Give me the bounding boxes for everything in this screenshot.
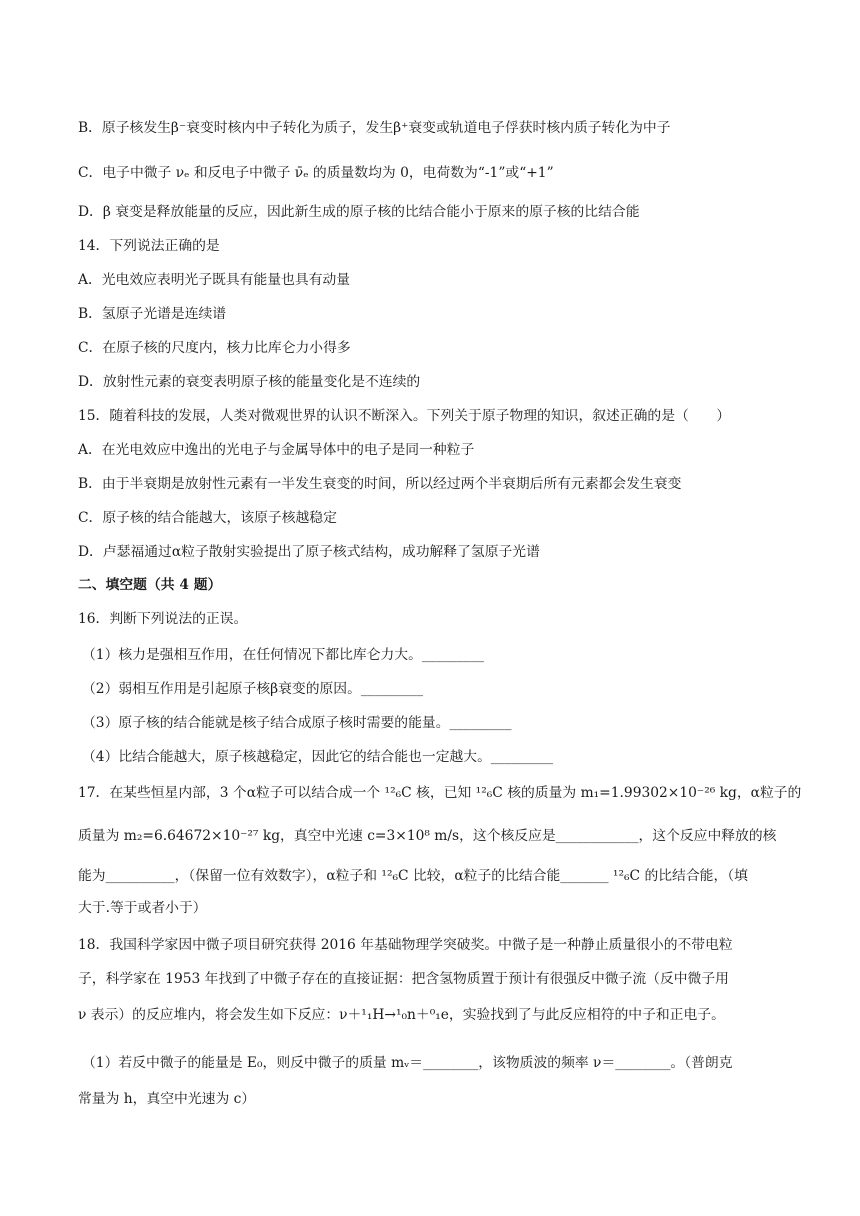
- q18-part1-line-2: 常量为 h，真空中光速为 c）: [78, 1091, 256, 1107]
- question-16-stem: 16．判断下列说法的正误。: [78, 611, 248, 627]
- q18-line-2: 子，科学家在 1953 年找到了中微子存在的直接证据：把含氢物质置于预计有很强反中微子流（反中微子用: [78, 971, 729, 987]
- q17-line-2: 质量为 m₂=6.64672×10⁻²⁷ kg，真空中光速 c=3×10⁸ m/s，这个核反应是____________，这个反应中释放的核: [78, 828, 777, 844]
- q13-option-b: B．原子核发生β⁻衰变时核内中子转化为质子，发生β⁺衰变或轨道电子俘获时核内质子转化为中子: [78, 120, 671, 136]
- q17-line-1: 17．在某些恒星内部，3 个α粒子可以结合成一个 ¹²₆C 核，已知 ¹²₆C 核的质量为 m₁=1.99302×10⁻²⁶ kg，α粒子的: [78, 785, 802, 801]
- q18-part1-line-1: （1）若反中微子的能量是 E₀，则反中微子的质量 mᵥ＝________，该物质波的频率 ν＝________。（普朗克: [82, 1055, 733, 1071]
- q13-option-c: C．电子中微子 νₑ 和反电子中微子 ν̄ₑ 的质量数均为 0，电荷数为“-1”或“+1”: [78, 165, 554, 181]
- q16-item-2: （2）弱相互作用是引起原子核β衰变的原因。_________: [82, 681, 423, 697]
- q14-option-a: A．光电效应表明光子既具有能量也具有动量: [78, 272, 351, 288]
- q18-line-1: 18．我国科学家因中微子项目研究获得 2016 年基础物理学突破奖。中微子是一种静止质量很小的不带电粒: [78, 937, 733, 953]
- q14-option-c: C．在原子核的尺度内，核力比库仑力小得多: [78, 340, 351, 356]
- question-14-stem: 14．下列说法正确的是: [78, 238, 220, 254]
- question-15-stem: 15．随着科技的发展，人类对微观世界的认识不断深入。下列关于原子物理的知识，叙述正确的是（ ）: [78, 408, 731, 424]
- q16-item-3: （3）原子核的结合能就是核子结合成原子核时需要的能量。_________: [82, 715, 512, 731]
- q16-item-4: （4）比结合能越大，原子核越稳定，因此它的结合能也一定越大。_________: [82, 749, 553, 765]
- section-2-heading: 二、填空题（共 4 题）: [78, 577, 222, 593]
- q18-line-3: ν 表示）的反应堆内，将会发生如下反应：ν＋¹₁H→¹₀n＋⁰₁e，实验找到了与此反应相符的中子和正电子。: [78, 1007, 725, 1023]
- q16-item-1: （1）核力是强相互作用，在任何情况下都比库仑力大。_________: [82, 647, 484, 663]
- q15-option-b: B．由于半衰期是放射性元素有一半发生衰变的时间，所以经过两个半衰期后所有元素都会发生衰变: [78, 476, 682, 492]
- q15-option-c: C．原子核的结合能越大，该原子核越稳定: [78, 510, 337, 526]
- q13-option-d: D．β 衰变是释放能量的反应，因此新生成的原子核的比结合能小于原来的原子核的比结合能: [78, 204, 640, 220]
- q17-line-4: 大于.等于或者小于）: [78, 900, 207, 916]
- q15-option-a: A．在光电效应中逸出的光电子与金属导体中的电子是同一种粒子: [78, 442, 475, 458]
- q14-option-d: D．放射性元素的衰变表明原子核的能量变化是不连续的: [78, 374, 421, 390]
- q17-line-3: 能为__________，（保留一位有效数字），α粒子和 ¹²₆C 比较，α粒子的比结合能_______ ¹²₆C 的比结合能，（填: [78, 868, 748, 884]
- q15-option-d: D．卢瑟福通过α粒子散射实验提出了原子核式结构，成功解释了氢原子光谱: [78, 544, 540, 560]
- q14-option-b: B．氢原子光谱是连续谱: [78, 306, 227, 322]
